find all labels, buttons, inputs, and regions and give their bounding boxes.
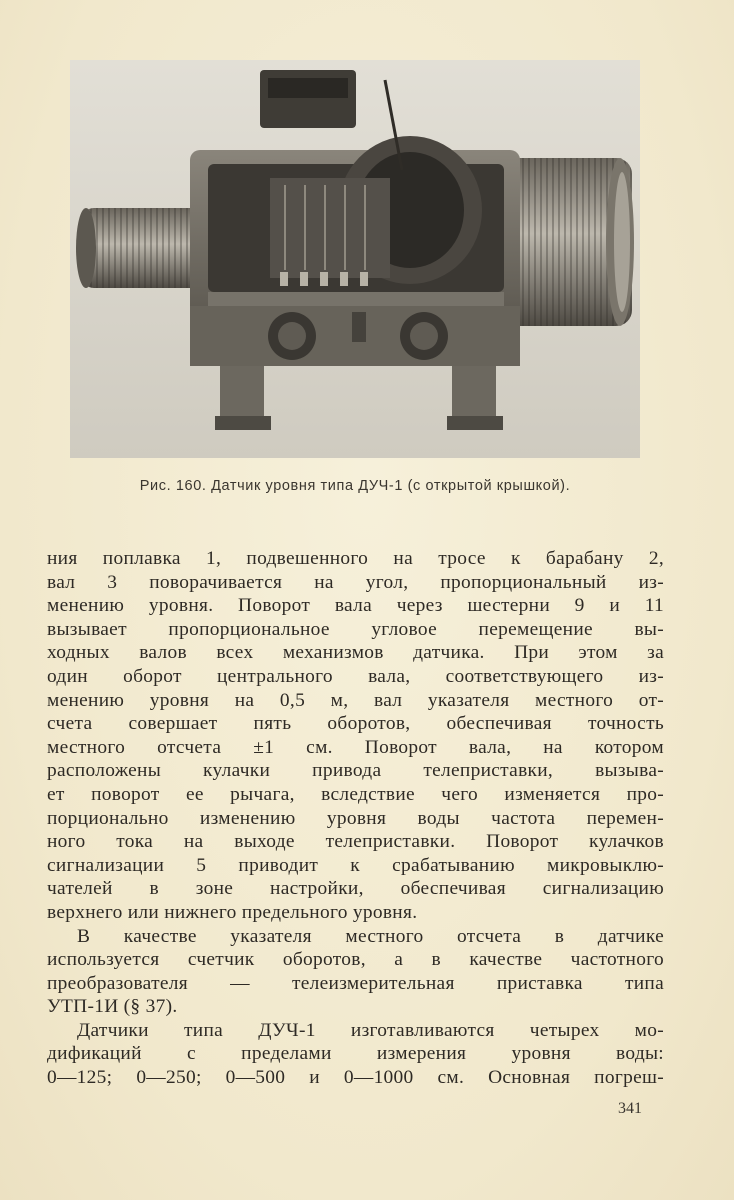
text-line: сигнализации 5 приводит к срабатыванию микровыклю- — [47, 854, 664, 876]
text-line: вал 3 поворачивается на угол, пропорциональный из- — [47, 571, 664, 593]
text-line: порционально изменению уровня воды частота перемен- — [47, 807, 664, 829]
text-line: ходных валов всех механизмов датчика. При этом за — [47, 642, 664, 664]
text-line: Датчики типа ДУЧ-1 изготавливаются четырех мо- — [77, 1019, 664, 1041]
device-photo — [70, 60, 640, 458]
text-line: расположены кулачки привода телеприставки, вызыва- — [47, 760, 664, 782]
text-line: дификаций с пределами измерения уровня воды: — [47, 1043, 664, 1065]
text-line: вызывает пропорциональное угловое перемещение вы- — [47, 618, 664, 640]
text-line: ния поплавка 1, подвешенного на тросе к барабану 2, — [47, 548, 664, 569]
text-line: используется счетчик оборотов, а в качестве частотного — [47, 949, 664, 971]
body-text — [47, 547, 664, 1090]
text-line: верхнего или нижнего предельного уровня. — [47, 901, 418, 923]
text-line: один оборот центрального вала, соответствующего из- — [47, 665, 664, 687]
text-line: ет поворот ее рычага, вследствие чего изменяется про- — [47, 783, 664, 805]
text-line: ного тока на выходе телеприставки. Поворот кулачков — [47, 831, 664, 853]
text-line: УТП-1И (§ 37). — [47, 996, 178, 1018]
figure-caption: Рис. 160. Датчик уровня типа ДУЧ-1 (с открытой крышкой). — [139, 478, 571, 494]
text-line: менению уровня. Поворот вала через шестерни 9 и 11 — [47, 595, 664, 617]
text-line: счета совершает пять оборотов, обеспечивая точность — [47, 713, 664, 735]
text-line: местного отсчета ±1 см. Поворот вала, на котором — [47, 736, 664, 758]
text-line: менению уровня на 0,5 м, вал указателя местного от- — [47, 689, 664, 711]
text-line: чателей в зоне настройки, обеспечивая сигнализацию — [47, 878, 664, 900]
text-line: 0—125; 0—250; 0—500 и 0—1000 см. Основная погреш- — [47, 1067, 664, 1089]
right-drum — [500, 158, 634, 326]
device-photo-illustration — [70, 60, 640, 458]
page-number: 341 — [618, 1100, 642, 1117]
text-line: преобразователя — телеизмерительная приставка типа — [47, 972, 664, 994]
text-line: В качестве указателя местного отсчета в датчике — [77, 925, 664, 947]
